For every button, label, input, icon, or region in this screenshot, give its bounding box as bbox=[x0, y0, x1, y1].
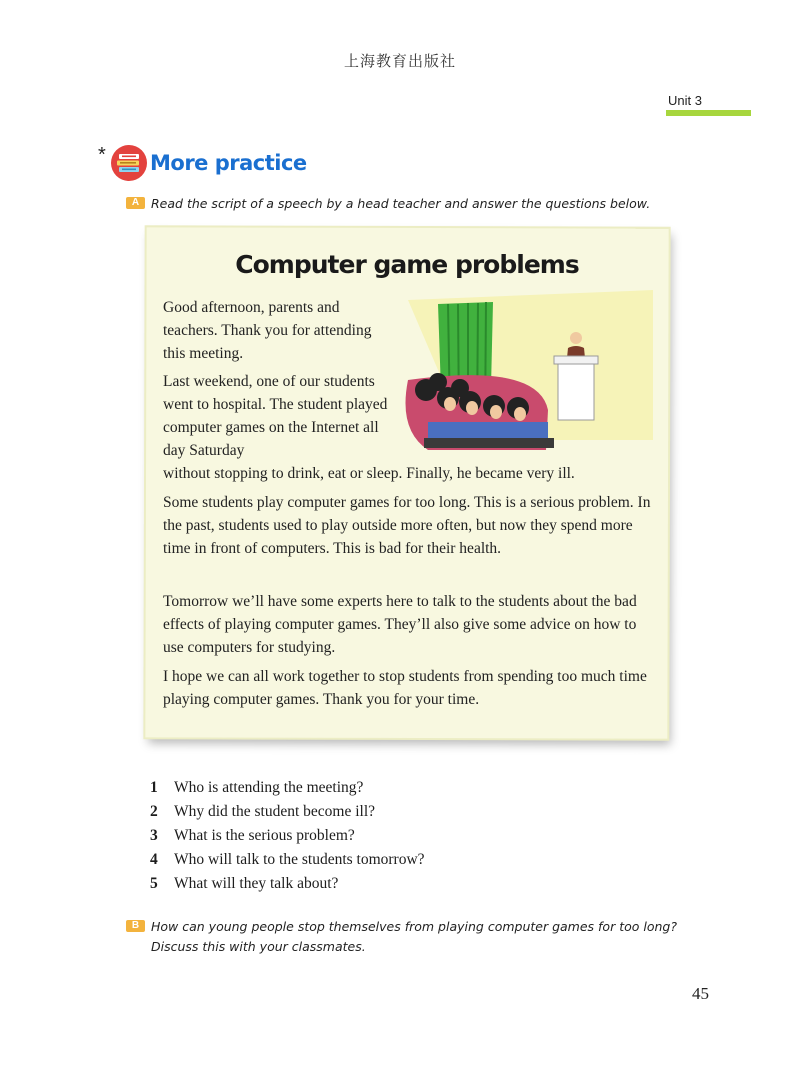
task-b-badge: B bbox=[126, 920, 145, 932]
speech-paragraph-3: Some students play computer games for too long. This is a serious problem. In the past, students used to play outside more often, but now they spend more time in front of computers. This is bad for their health. bbox=[163, 494, 651, 557]
meeting-illustration bbox=[398, 290, 658, 450]
question-list bbox=[150, 776, 425, 896]
speech-paragraph-4: Tomorrow we’ll have some experts here to talk to the students about the bad effects of playing computer games. They’ll also give some advice on how to use computers for studying. bbox=[163, 593, 637, 656]
list-item bbox=[150, 824, 425, 848]
question-text: What will they talk about? bbox=[174, 875, 339, 892]
question-text: What is the serious problem? bbox=[174, 827, 355, 844]
list-item bbox=[150, 776, 425, 800]
question-number: 5 bbox=[150, 875, 158, 892]
speech-paragraph-1: Good afternoon, parents and teachers. Thank you for attending this meeting. bbox=[163, 299, 372, 362]
speech-paragraph-5: I hope we can all work together to stop students from spending too much time playing computer games. Thank you for your time. bbox=[163, 668, 647, 708]
task-a-instruction: Read the script of a speech by a head teacher and answer the questions below. bbox=[151, 196, 651, 211]
question-number: 1 bbox=[150, 779, 158, 796]
publisher-name: 上海教育出版社 bbox=[343, 52, 456, 70]
question-number: 3 bbox=[150, 827, 158, 844]
list-item bbox=[150, 872, 425, 896]
unit-bar bbox=[666, 110, 751, 116]
page-number: 45 bbox=[692, 984, 709, 1003]
question-number: 2 bbox=[150, 803, 158, 820]
question-text: Why did the student become ill? bbox=[174, 803, 376, 820]
question-text: Who is attending the meeting? bbox=[174, 779, 364, 796]
task-a-badge: A bbox=[126, 197, 145, 209]
unit-label: Unit 3 bbox=[668, 93, 702, 108]
question-number: 4 bbox=[150, 851, 158, 868]
speech-paragraph-2-continued: without stopping to drink, eat or sleep. Finally, he became very ill. bbox=[163, 465, 575, 482]
list-item bbox=[150, 848, 425, 872]
speech-title: Computer game problems bbox=[235, 250, 579, 279]
task-b-instruction: How can young people stop themselves from playing computer games for too long? Discuss this with your classmates. bbox=[151, 919, 677, 954]
optional-marker: * bbox=[98, 144, 106, 166]
books-icon bbox=[110, 144, 148, 182]
speech-paragraph-2: Last weekend, one of our students went to hospital. The student played computer games on the Internet all day Saturday bbox=[163, 373, 388, 459]
question-text: Who will talk to the students tomorrow? bbox=[174, 851, 425, 868]
list-item bbox=[150, 800, 425, 824]
section-title: More practice bbox=[150, 151, 307, 175]
